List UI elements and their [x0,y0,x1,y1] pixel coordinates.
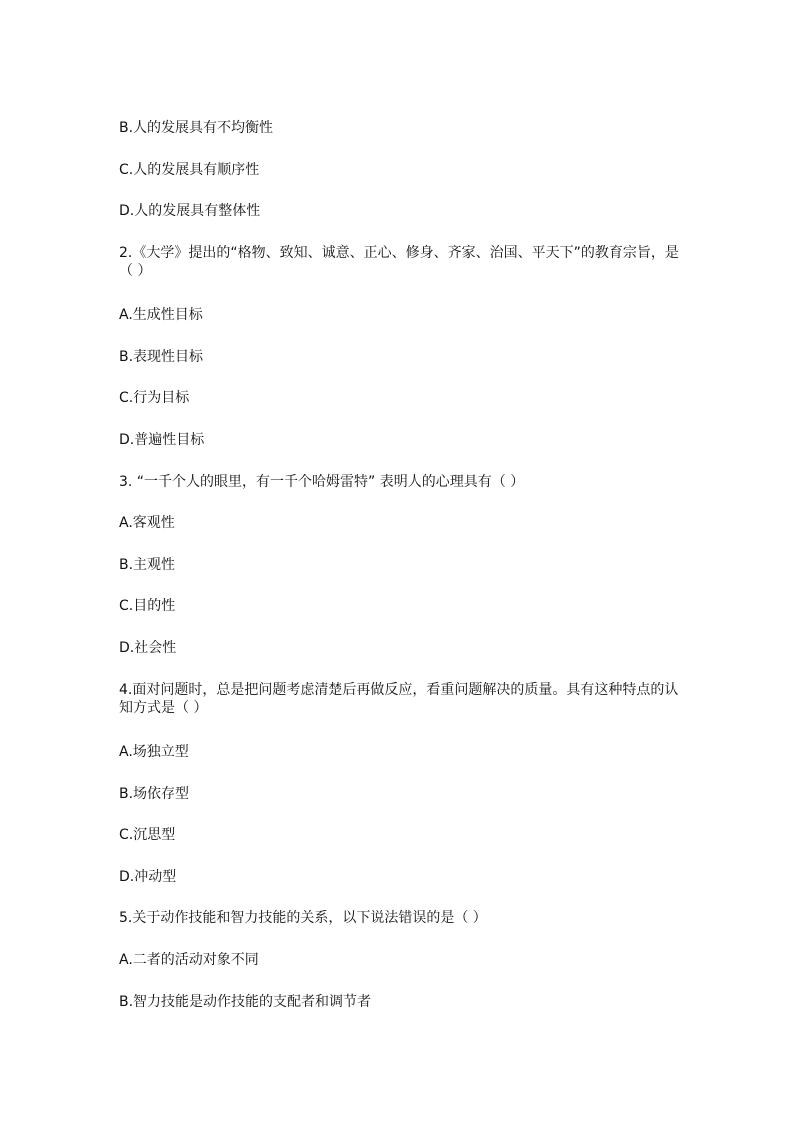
option-line: D.冲动型 [119,869,177,885]
option-line: C.目的性 [119,598,176,614]
option-line: A.客观性 [119,515,175,531]
option-line: B.主观性 [119,557,176,573]
option-line: C.行为目标 [119,390,190,406]
option-line: D.人的发展具有整体性 [119,203,261,219]
option-line: A.场独立型 [119,744,189,760]
option-line: B.表现性目标 [119,349,204,365]
question-line: 4.面对问题时，总是把问题考虑清楚后再做反应，看重问题解决的质量。具有这种特点的认知方式是（ ） [119,682,679,716]
option-line: B.场依存型 [119,786,190,802]
option-line: C.人的发展具有顺序性 [119,162,260,178]
question-line: 2.《大学》提出的“格物、致知、诚意、正心、修身、齐家、治国、平天下”的教育宗旨，是（ ） [119,245,679,279]
option-line: A.二者的活动对象不同 [119,952,259,968]
option-line: B.人的发展具有不均衡性 [119,120,274,136]
option-line: C.沉思型 [119,827,176,843]
option-line: B.智力技能是动作技能的支配者和调节者 [119,994,372,1010]
option-line: D.社会性 [119,640,177,656]
question-line: 3. “一千个人的眼里，有一千个哈姆雷特” 表明人的心理具有（ ） [119,474,525,490]
question-line: 5.关于动作技能和智力技能的关系，以下说法错误的是（ ） [119,910,487,926]
option-line: A.生成性目标 [119,307,203,323]
option-line: D.普遍性目标 [119,432,205,448]
